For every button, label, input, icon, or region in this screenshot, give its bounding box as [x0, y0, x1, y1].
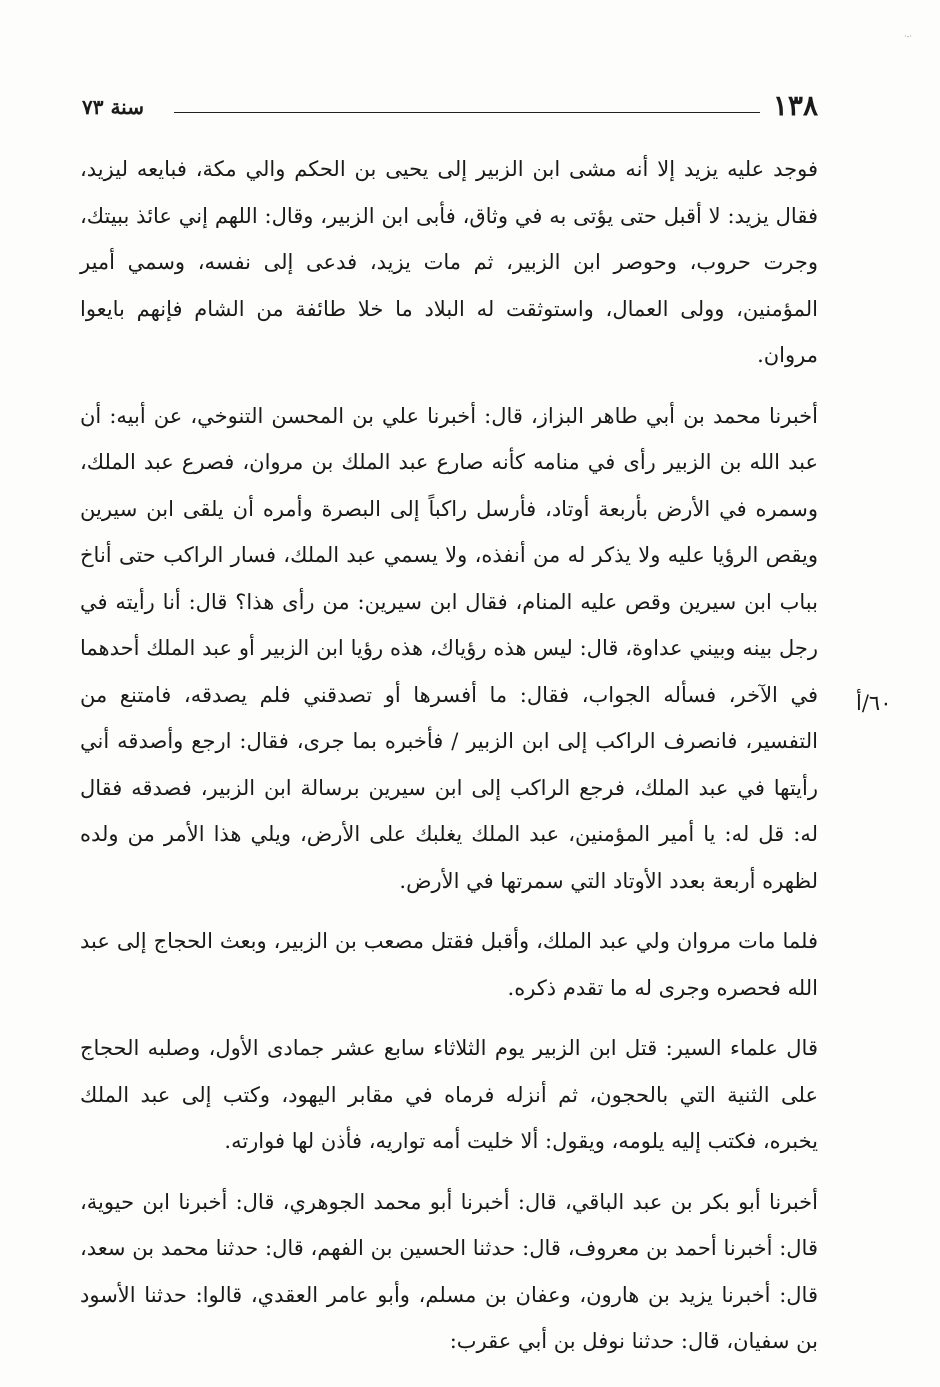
paragraph-4: قال علماء السير: قتل ابن الزبير يوم الثلاثاء سابع عشر جمادى الأول، وصلبه الحجاج على الثنية التي بالحجون، ثم أنزله فرماه في مقابر اليهود، وكتب إلى عبد الملك يخبره، فكتب إليه يلومه، ويقول: ألا خليت أمه تواريه، فأذن لها فوارته.: [80, 1036, 818, 1153]
page-number: ١٣٨: [772, 89, 818, 122]
paragraph-1: فوجد عليه يزيد إلا أنه مشى ابن الزبير إلى يحيى بن الحكم والي مكة، فبايعه ليزيد، فقال يزيد: لا أقبل حتى يؤتى به في وثاق، فأبى ابن الزبير، وقال: اللهم إني عائذ ببيتك، وجرت حروب، وحوصر ابن الزبير، ثم مات يزيد، فدعى إلى نفسه، وسمي أمير المؤمنين، وولى العمال، واستوثقت له البلاد ما خلا طائفة من الشام فإنهم بايعوا مروان.: [80, 157, 818, 367]
page-header: [82, 88, 818, 128]
paragraph-3: فلما مات مروان ولي عبد الملك، وأقبل فقتل مصعب بن الزبير، وبعث الحجاج إلى عبد الله فحصره وجرى له ما تقدم ذكره.: [80, 929, 818, 1000]
margin-folio-note: ٦٠/أ: [856, 691, 892, 715]
body-text: [80, 146, 818, 1365]
header-rule: [174, 112, 760, 113]
running-head: سنة ٧٣: [82, 95, 144, 119]
scan-mark: ·-·: [904, 32, 912, 41]
paragraph-2: أخبرنا محمد بن أبي طاهر البزاز، قال: أخبرنا علي بن المحسن التنوخي، عن أبيه: أن عبد الله بن الزبير رأى في منامه كأنه صارع عبد الملك بن مروان، فصرع عبد الملك، وسمره في الأرض بأربعة أوتاد، فأرسل راكباً إلى البصرة وأمره أن يلقى ابن سيرين ويقص الرؤيا عليه ولا يذكر له من أنفذه، ولا يسمي عبد الملك، فسار الراكب حتى أناخ بباب ابن سيرين وقص عليه المنام، فقال ابن سيرين: من رأى هذا؟ قال: أنا رأيته في رجل بينه وبيني عداوة، قال: ليس هذه رؤياك، هذه رؤيا ابن الزبير أو عبد الملك أحدهما في الآخر، فسأله الجواب، فقال: ما أفسرها أو تصدقني فلم يصدقه، فامتنع من التفسير، فانصرف الراكب إلى ابن الزبير / فأخبره بما جرى، فقال: ارجع وأصدقه أني رأيتها في عبد الملك، فرجع الراكب إلى ابن سيرين برسالة ابن الزبير، فصدقه فقال له: قل له: يا أمير المؤمنين، عبد الملك يغلبك على الأرض، ويلي هذا الأمر من ولده لظهره أربعة بعدد الأوتاد التي سمرتها في الأرض.: [80, 403, 818, 893]
paragraph-5: أخبرنا أبو بكر بن عبد الباقي، قال: أخبرنا أبو محمد الجوهري، قال: أخبرنا ابن حيوية، قال: أخبرنا أحمد بن معروف، قال: حدثنا الحسين بن الفهم، قال: حدثنا محمد بن سعد، قال: أخبرنا يزيد بن هارون، وعفان بن مسلم، وأبو عامر العقدي، قالوا: حدثنا الأسود بن سفيان، قال: حدثنا نوفل بن أبي عقرب:: [80, 1189, 818, 1353]
